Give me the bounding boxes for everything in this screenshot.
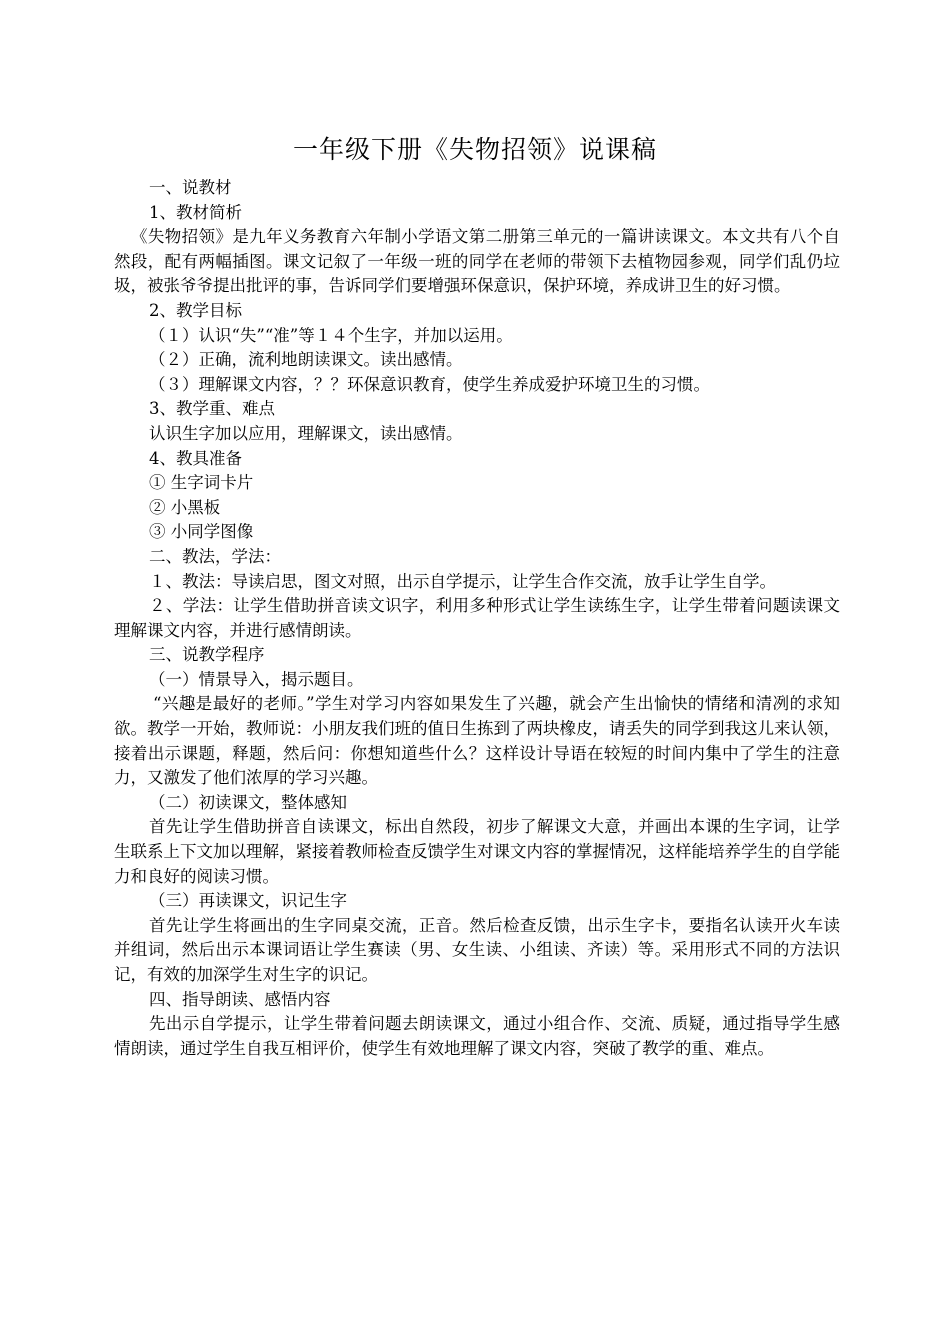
list-item: ③ 小同学图像 [149, 522, 254, 542]
section-heading: 一、说教材 [149, 178, 232, 197]
list-item: （１）认识“失”“准”等１４个生字，并加以运用。 [149, 325, 513, 345]
body-paragraph: 先出示自学提示，让学生带着问题去朗读课文，通过小组合作、交流、质疑，通过指导学生感情朗读，通过学生自我互相评价，使学生有效地理解了课文内容，突破了教学的重、难点。 [114, 1014, 840, 1058]
subsection-heading: 1、教材简析 [149, 202, 242, 222]
subsection-heading: （三）再读课文，识记生字 [149, 891, 347, 911]
body-paragraph: 《失物招领》是九年义务教育六年制小学语文第二册第三单元的一篇讲读课文。本文共有八个自然段，配有两幅插图。课文记叙了一年级一班的同学在老师的带领下去植物园参观，同学们乱仍垃圾，被张爷爷提出批评的事，告诉同学们要增强环保意识，保护环境，养成讲卫生的好习惯。 [114, 227, 840, 296]
section-heading: 二、教法，学法： [149, 546, 281, 566]
body-paragraph: “兴趣是最好的老师。”学生对学习内容如果发生了兴趣，就会产生出愉快的情绪和清冽的求知欲。教学一开始，教师说：小朋友我们班的值日生拣到了两块橡皮，请丢失的同学到我这儿来认领，接着出示课题，释题，然后问：你想知道些什么？这样设计导语在较短的时间内集中了学生的注意力，又激发了他们浓厚的学习兴趣。 [114, 694, 840, 788]
list-item: ① 生字词卡片 [149, 473, 254, 493]
subsection-heading: 3、教学重、难点 [149, 399, 275, 419]
body-paragraph: １、教法：导读启思，图文对照，出示自学提示，让学生合作交流，放手让学生自学。 [149, 571, 776, 591]
list-item: （３）理解课文内容，？？环保意识教育，使学生养成爱护环境卫生的习惯。 [149, 374, 710, 394]
subsection-heading: 2、教学目标 [149, 300, 242, 320]
subsection-heading: （二）初读课文，整体感知 [149, 792, 347, 812]
document-body [114, 176, 840, 1061]
body-paragraph: ２、学法：让学生借助拼音读文识字，利用多种形式让学生读练生字，让学生带着问题读课文理解课文内容，并进行感情朗读。 [114, 596, 840, 640]
body-paragraph: 首先让学生借助拼音自读课文，标出自然段，初步了解课文大意，并画出本课的生字词，让学生联系上下文加以理解，紧接着教师检查反馈学生对课文内容的掌握情况，这样能培养学生的自学能力和良好的阅读习惯。 [114, 817, 840, 886]
section-heading: 四、指导朗读、感悟内容 [149, 989, 331, 1009]
subsection-heading: （一）情景导入，揭示题目。 [149, 669, 364, 689]
body-paragraph: 认识生字加以应用，理解课文，读出感情。 [149, 423, 463, 443]
subsection-heading: 4、教具准备 [149, 448, 242, 468]
section-heading: 三、说教学程序 [149, 645, 265, 665]
document-title: 一年级下册《失物招领》说课稿 [292, 135, 657, 164]
body-paragraph: 首先让学生将画出的生字同桌交流，正音。然后检查反馈，出示生字卡，要指名认读开火车读并组词，然后出示本课词语让学生赛读（男、女生读、小组读、齐读）等。采用形式不同的方法识记，有效的加深学生对生字的识记。 [114, 915, 840, 984]
list-item: ② 小黑板 [149, 497, 221, 517]
list-item: （２）正确，流利地朗读课文。读出感情。 [149, 350, 463, 370]
